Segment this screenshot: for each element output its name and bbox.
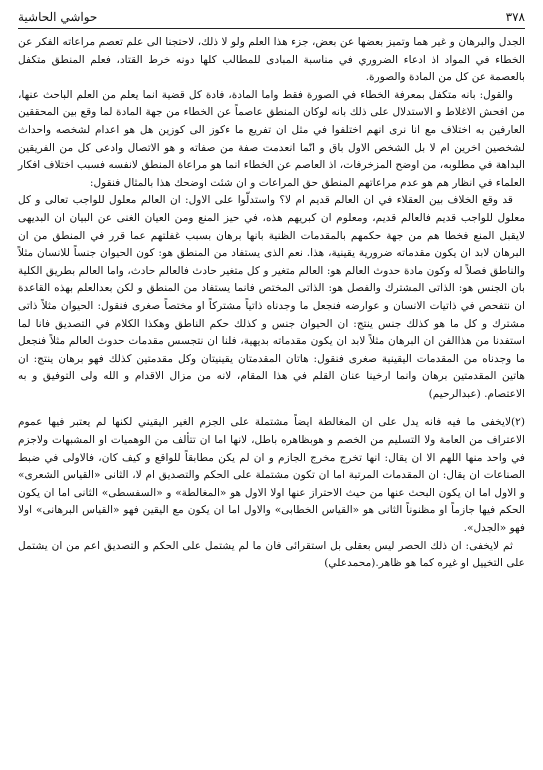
paragraph: (٢)لايخفى ما فيه فانه يدل على ان المغالطة ايضاً مشتملة على الجزم الغير اليقيني لكنها لم يعتبر فيها عموم الاعتراف من العامة ولا التسليم من الخصم و هوبظاهره باطل، لانها اما ان تتألف من الوهميات او المشبهات ولاجزم في واحد منها اللهم الا ان يقال: انها تخرج مخرج الجازم و ان لم يكن مطابقاً للواقع و كيف كان، فالاولى في ضبط الصناعات ان يقال: ان المقدمات المرتبة اما ان تكون مشتملة على الحكم والتصديق ام لا، الثانى «القياس الشعرى» و الاول اما ان يكون البحث عنها من حيث الاحتراز عنها اولا الاول هو «المغالطة» و «السفسطى» الثانى اما ان يكون الحكم فيها جازماً او مظنوناً الثانى هو «القياس الخطابى» والاول اما ان يكون مع اليقين فهو «القياس البرهانى» اولا فهو «الجدل». xyxy=(18,416,525,535)
header-rule xyxy=(18,28,525,29)
paragraph: والقول: بانه متكفل بمعرفة الخطاء في الصورة فقط واما المادة، فادة كل قضية انما يعلم من العلم الباحث عنها، من افحش الاغلاط و الاستدلال على ذلك بانه لوكان المنطق عاصماً عن الخطاء من جهة المادة لما وقع بين المحققين العارفين به اختلاف مع انا نرى انهم اختلفوا في مثل ان تفريع ما ءكوز الى كوزين هل هو اعدام لشخصه واحداث لشخصين اخرين ام لا بل الشخص الاول باق و انّما انعدمت صفة من صفاته و هو الاتصال وادعى كل من الفريقين البداهة في مطلوبه، من اوضح المزخرفات، اذ العاصم عن الخطاء انما هو مراعاة المنطق لانفسه فسبب اختلاف افكار العلماء في انظار هم هو عدم مراعاتهم المنطق حق المراعات و ان شئت اوضحك هذا بالمثال فنقول: xyxy=(18,88,525,189)
paragraph: الجدل والبرهان و غير هما وتميز بعضها عن بعض، جزء هذا العلم ولو لا ذلك، لاحتجنا الى علم تعصم مراعاته الفكر عن الخطاء في المواد اذ ادعاء الضروري في مناسبة المبادى للمطالب كلها دونه خرط القتاد، فعلم المنطق متكفل بالعصمة عن كل من المادة والصورة. xyxy=(18,36,525,84)
running-title: حواشي الحاشية xyxy=(18,10,98,24)
paragraph: قد وقع الخلاف بين العقلاء في ان العالم قديم ام لا؟ واستدلّوا على الاول: ان العالم معلول للواجب تعالى و كل معلول للواجب قديم فالعالم قديم، ومعلوم ان كبريهم هذه، في حيز المنع ومن العيان الغنى عن البيان ان البديهى لايقبل المنع فخطا هم من جهة حكمهم بالمقدمات الظنية بانها برهان بسبب غفلتهم عما قرر في المنطق من ان البرهان لابد ان يكون مقدماته ضرورية يقينية، هذا. نعم الذى يستفاد من المنطق هو: كون الحيوان جنساً للانسان مثلاً والناطق فصلاً له وكون مادة حدوث العالم هو: العالم متغير و كل متغير حادث فالعالم حادث، واما العالم بطريق الكلية بان الجنس هو: الذاتى المشترك والفصل هو: الذاتى المختص فانما يستفاد من المنطق و لكن بعدالعلم بهذه القاعدة ان نتفحص في ذاتيات الانسان و عوارضه فنجعل ما وجدناه ذاتياً مشتركاً او مختصاً صغرى فنقول: الحيوان مثلاً ذاتى مشترك و كل ما هو كذلك جنس ينتج: ان الحيوان جنس و كذلك حكم الناطق وهكذا الكلام في التصديق فانا لما استفدنا من هذاالفن ان البرهان مثلاً لابد ان يكون مقدماته بديهية، فلنا ان نتجسس مقدمات حدوث العالم مثلاً فنجعل ما وجدناه من المقدمات اليقينية صغرى فنقول: هاتان المقدمتان يقينيتان وكل مقدمتين كذلك فهو برهان ينتج: ان هاتين المقدمتين برهان وانما ارخينا عنان القلم في هذا المقام، لانه من مزال الاقدام و الله ولى التوفيق و به الاعتصام. (عبدالرحيم) xyxy=(18,194,525,400)
page-number: ٣٧٨ xyxy=(505,10,525,24)
page-body xyxy=(18,34,525,764)
section-gap xyxy=(18,409,525,410)
paragraph: ثم لايخفى: ان ذلك الحصر ليس بعقلى بل استقرائى فان ما لم يشتمل على الحكم و التصديق اعم من ان يشتمل على التخييل او غيره كما هو ظاهر.(محمدعلي) xyxy=(18,539,525,570)
page-header xyxy=(18,8,525,26)
